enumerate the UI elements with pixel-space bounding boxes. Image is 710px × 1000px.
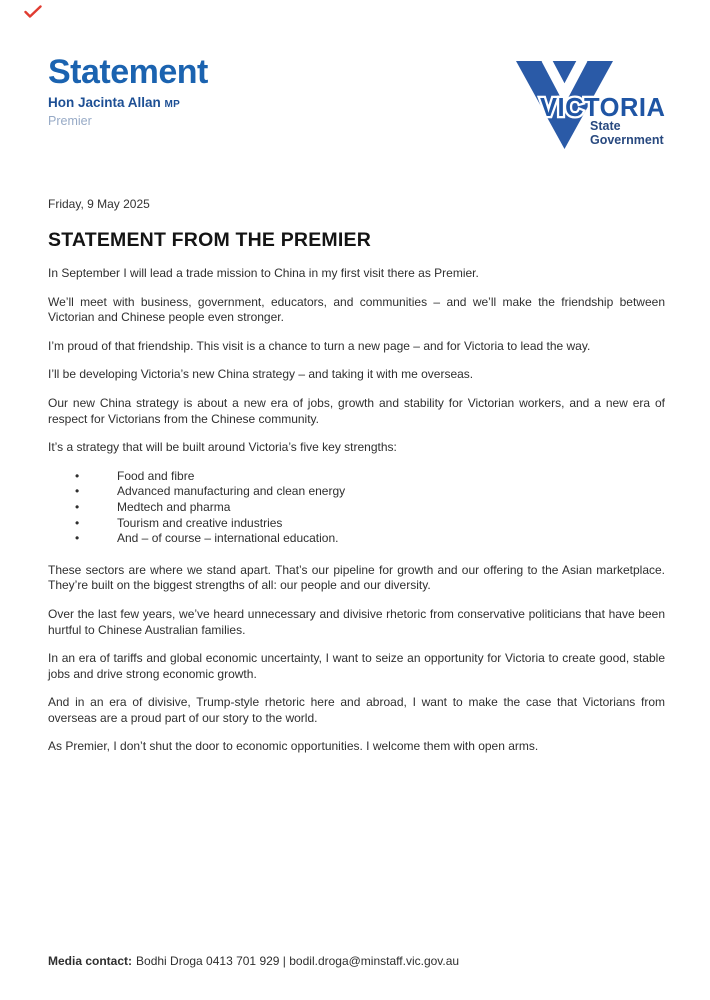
- paragraph: In September I will lead a trade mission to China in my first visit there as Premier.: [48, 266, 479, 280]
- list-item: • Medtech and pharma: [48, 500, 665, 516]
- key-strengths-list: [48, 469, 665, 547]
- media-contact-details: Bodhi Droga 0413 701 929 | bodil.droga@minstaff.vic.gov.au: [136, 954, 460, 968]
- paragraph: We’ll meet with business, government, educators, and communities – and we’ll make the friendship between Victorian and Chinese people even stronger.: [48, 294, 665, 325]
- list-item: • Food and fibre: [48, 469, 665, 485]
- page-title: Statement: [48, 53, 208, 91]
- list-item: • Advanced manufacturing and clean energy: [48, 484, 665, 500]
- paragraph: I’ll be developing Victoria’s new China strategy – and taking it with me overseas.: [48, 367, 474, 382]
- paragraph: These sectors are where we stand apart. That’s our pipeline for growth and our offering to the Asian marketplace. They’re built on the biggest strengths of all: our people and our diversity.: [48, 562, 665, 593]
- media-contact-footer: [48, 954, 459, 969]
- author-role: Premier: [48, 114, 92, 128]
- author-name: [48, 95, 208, 112]
- author-name-text: Hon Jacinta Allan: [48, 95, 161, 110]
- paragraph: As Premier, I don’t shut the door to economic opportunities. I welcome them with open arms.: [48, 739, 539, 754]
- author-postnominal: MP: [164, 99, 181, 110]
- paragraph: It’s a strategy that will be built around Victoria’s five key strengths:: [48, 440, 397, 455]
- document-date: Friday, 9 May 2025: [48, 197, 150, 211]
- list-item: • Tourism and creative industries: [48, 516, 665, 532]
- victoria-government-logo: [514, 58, 666, 152]
- masthead: [48, 54, 208, 128]
- list-item: • And – of course – international education.: [48, 531, 665, 547]
- red-check-mark: [24, 5, 42, 19]
- paragraph: Our new China strategy is about a new era of jobs, growth and stability for Victorian workers, and a new era of respect for Victorians from the Chinese community.: [48, 395, 665, 426]
- paragraph: And in an era of divisive, Trump-style rhetoric here and abroad, I want to make the case that Victorians from overseas are a proud part of our story to the world.: [48, 695, 665, 725]
- victoria-logo-graphic: [514, 58, 666, 152]
- statement-heading: STATEMENT FROM THE PREMIER: [48, 229, 371, 251]
- logo-brand-text: VICTORIA: [540, 94, 666, 122]
- logo-sub-line1: State: [590, 119, 621, 133]
- paragraph: In an era of tariffs and global economic uncertainty, I want to seize an opportunity for Victoria to create good, stable jobs and drive strong economic growth.: [48, 651, 665, 681]
- logo-sub-line2: Government: [590, 133, 664, 147]
- media-contact-label: Media contact:: [48, 954, 133, 968]
- document-body: [48, 197, 665, 768]
- paragraph: Over the last few years, we’ve heard unnecessary and divisive rhetoric from conservative politicians that have been hurtful to Chinese Australian families.: [48, 606, 665, 637]
- paragraph: I’m proud of that friendship. This visit is a chance to turn a new page – and for Victoria to lead the way.: [48, 338, 591, 353]
